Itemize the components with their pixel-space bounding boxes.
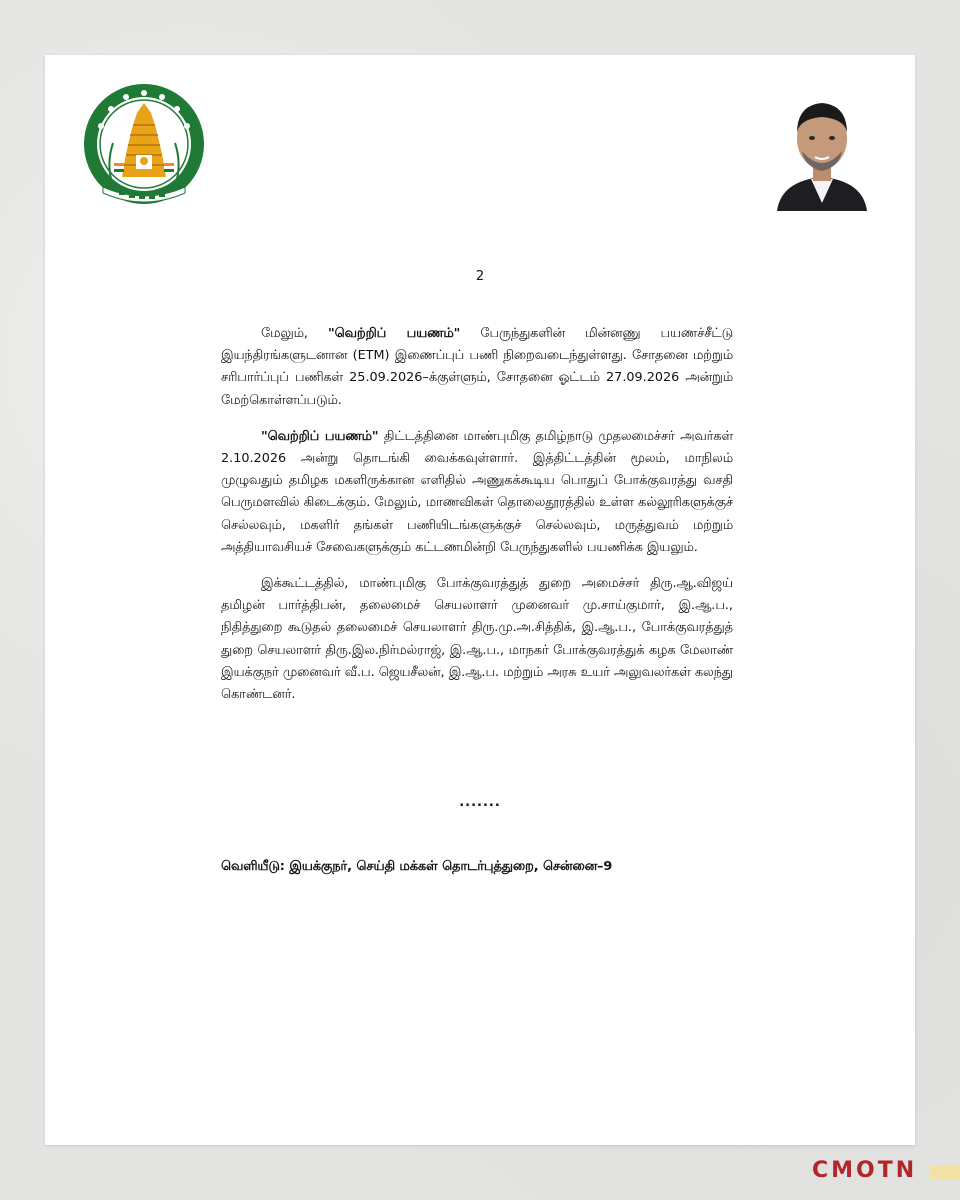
paragraph-3: இக்கூட்டத்தில், மாண்புமிகு போக்குவரத்துத் துறை அமைச்சர் திரு.ஆ.விஜய் தமிழன் பார்த்திபன், தலைமைச் செயலாளர் முனைவர் மு.சாய்குமார், இ.ஆ.ப., நிதித்துறை கூடுதல் தலைமைச் செயலாளர் திரு.மு.அ.சித்திக், இ.ஆ.ப., போக்குவரத்துத் துறை செயலாளர் திரு.இல.நிர்மல்ராஜ், இ.ஆ.ப., மாநகர் போக்குவரத்துக் கழக மேலாண் இயக்குநர் முனைவர் வீ.ப. ஜெயசீலன், இ.ஆ.ப. மற்றும் அரசு உயர் அலுவலர்கள் கலந்து கொண்டனர்.	[221, 576, 733, 703]
press-release-body	[221, 323, 733, 720]
tamil-nadu-emblem	[81, 81, 207, 211]
end-mark: .......	[459, 795, 501, 810]
paragraph-2: "வெற்றிப் பயணம்" திட்டத்தினை மாண்புமிகு தமிழ்நாடு முதலமைச்சர் அவர்கள் 2.10.2026 அன்று தொடங்கி வைக்கவுள்ளார். இத்திட்டத்தின் மூலம், மாநிலம் முழுவதும் தமிழக மகளிருக்கான எளிதில் அணுகக்கூடிய பொதுப் போக்குவரத்து வசதி பெருமளவில் கிடைக்கும். மேலும், மாணவிகள் தொலைதூரத்தில் உள்ள கல்லூரிகளுக்குச் செல்லவும், மகளிர் தங்கள் பணியிடங்களுக்குச் செல்லவும், மருத்துவம் மற்றும் அத்தியாவசியச் சேவைகளுக்கும் கட்டணமின்றி பேருந்துகளில் பயணிக்க இயலும்.	[221, 428, 733, 555]
page-number: 2	[475, 269, 485, 284]
portrait-photo	[767, 83, 877, 211]
release-line: வெளியீடு: இயக்குநர், செய்தி மக்கள் தொடர்புத்துறை, சென்னை–9	[221, 859, 613, 874]
cmotn-brand-logo	[812, 1157, 960, 1185]
brand-text: CMOTN	[812, 1158, 918, 1183]
paragraph-1: மேலும், "வெற்றிப் பயணம்" பேருந்துகளின் மின்னணு பயணச்சீட்டு இயந்திரங்களுடனான (ETM) இணைப்புப் பணி நிறைவடைந்துள்ளது. சோதனை மற்றும் சரிபார்ப்புப் பணிகள் 25.09.2026–க்குள்ளும், சோதனை ஓட்டம் 27.09.2026 அன்றும் மேற்கொள்ளப்படும்.	[221, 326, 733, 408]
brand-bar	[930, 1165, 960, 1180]
press-release-page	[45, 55, 915, 1145]
